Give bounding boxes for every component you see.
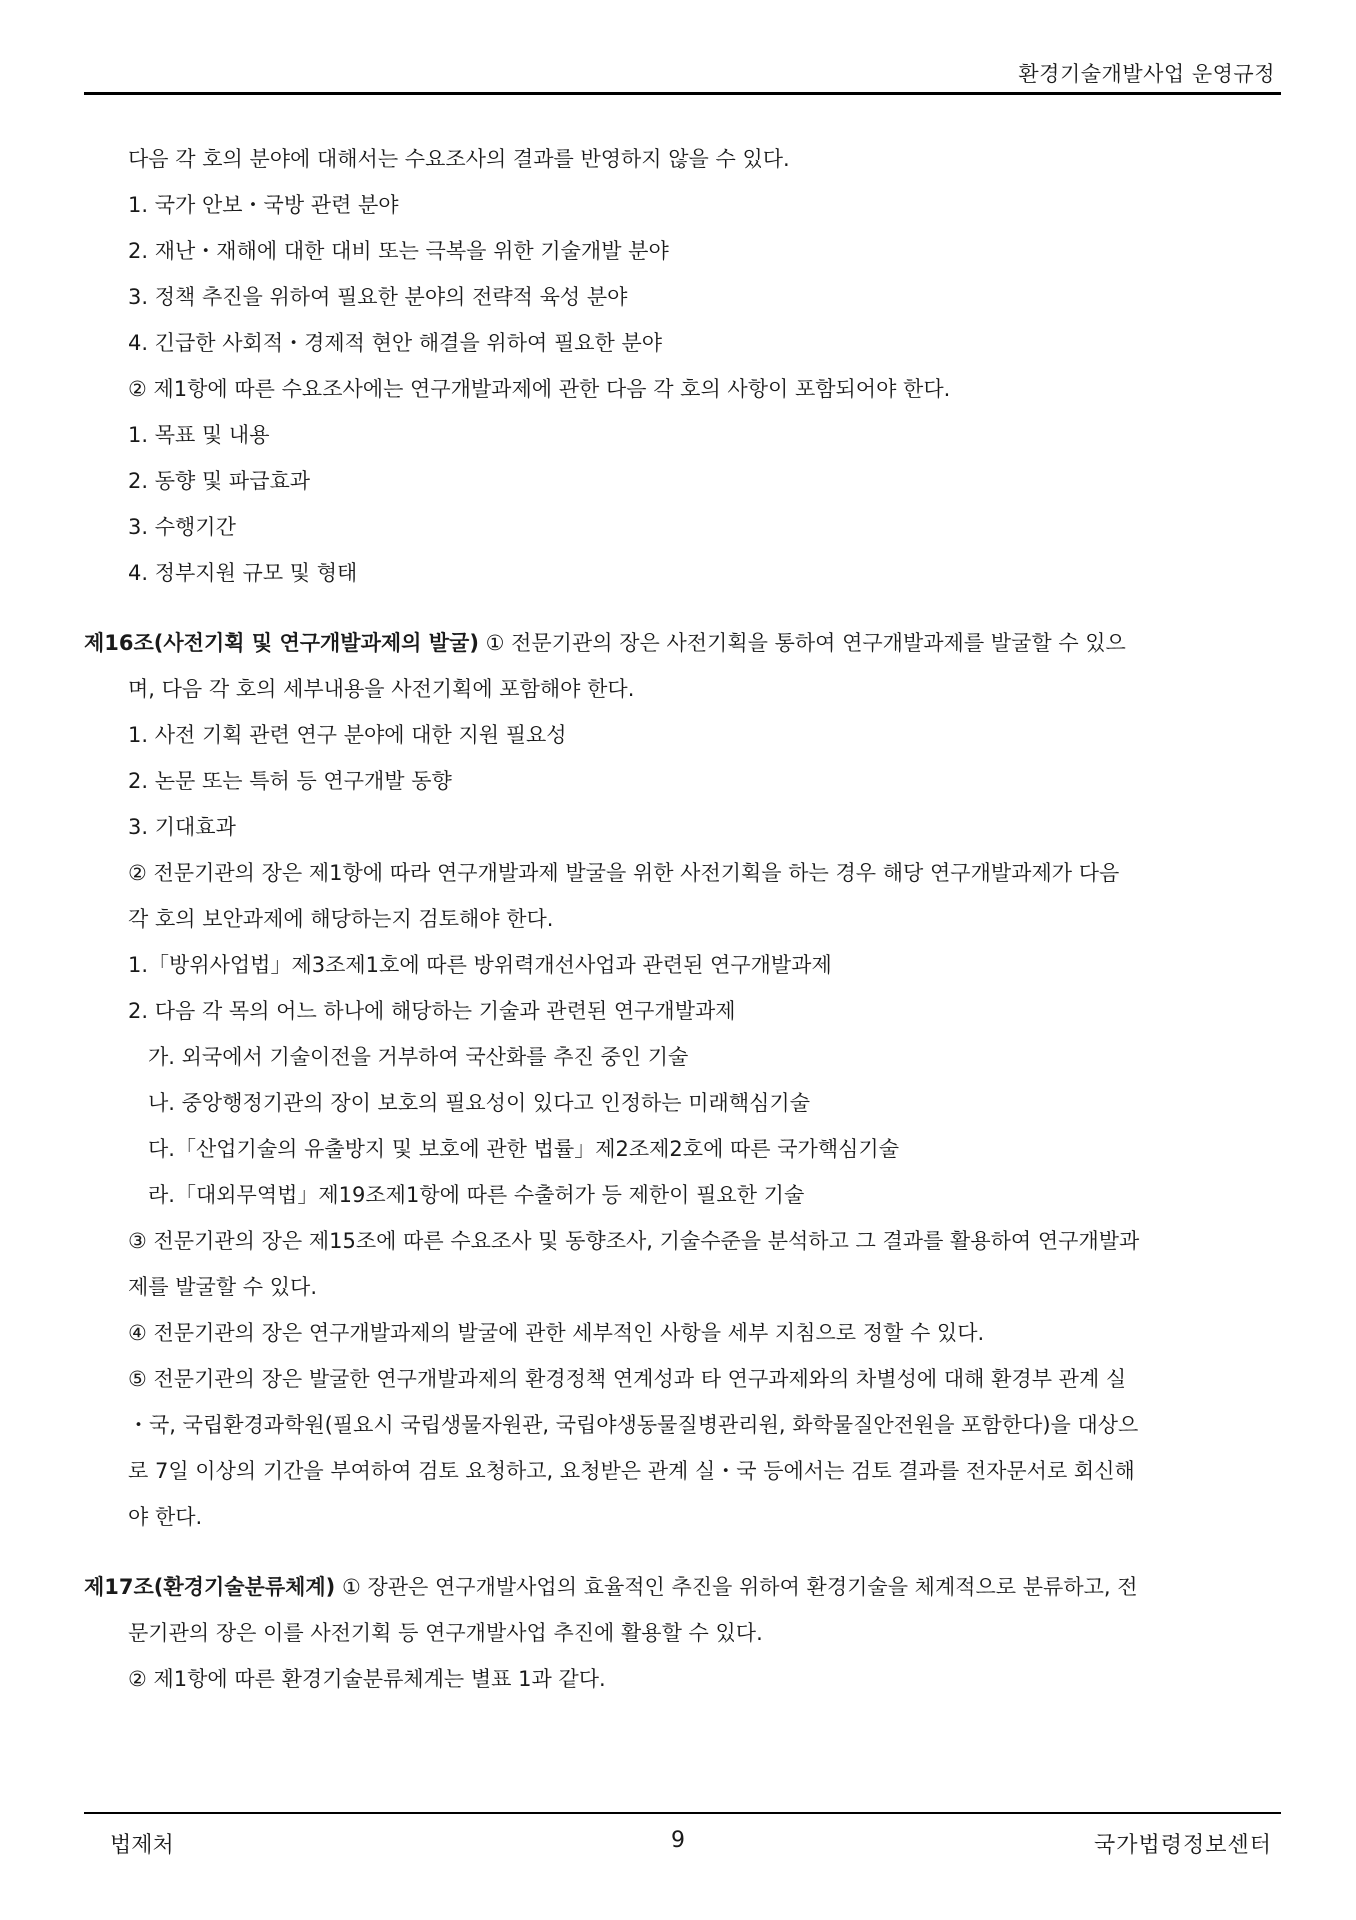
paragraph: 며, 다음 각 호의 세부내용을 사전기획에 포함해야 한다. — [128, 677, 635, 701]
list-item: 4. 정부지원 규모 및 형태 — [128, 561, 358, 585]
list-item: 2. 다음 각 목의 어느 하나에 해당하는 기술과 관련된 연구개발과제 — [128, 999, 736, 1023]
footer-source: 법제처 — [110, 1833, 174, 1858]
article-17-heading: 제17조(환경기술분류체계) — [84, 1575, 336, 1599]
footer-center-name: 국가법령정보센터 — [1093, 1833, 1272, 1858]
list-item: 1. 국가 안보・국방 관련 분야 — [128, 193, 399, 217]
list-item: 2. 재난・재해에 대한 대비 또는 극복을 위한 기술개발 분야 — [128, 239, 669, 263]
paragraph: ⑤ 전문기관의 장은 발굴한 연구개발과제의 환경정책 연계성과 타 연구과제와의 차별성에 대해 환경부 관계 실 — [128, 1367, 1127, 1391]
paragraph: 야 한다. — [128, 1505, 203, 1529]
sub-item: 나. 중앙행정기관의 장이 보호의 필요성이 있다고 인정하는 미래핵심기술 — [148, 1091, 810, 1115]
page-header — [84, 0, 1281, 95]
list-item: 2. 논문 또는 특허 등 연구개발 동향 — [128, 769, 452, 793]
article-17 — [84, 1564, 1281, 1610]
paragraph: ② 전문기관의 장은 제1항에 따라 연구개발과제 발굴을 위한 사전기획을 하는 경우 해당 연구개발과제가 다음 — [128, 861, 1120, 885]
footer-divider — [84, 1812, 1281, 1814]
list-item: 3. 수행기간 — [128, 515, 236, 539]
paragraph: 문기관의 장은 이를 사전기획 등 연구개발사업 추진에 활용할 수 있다. — [128, 1621, 763, 1645]
list-item: 3. 기대효과 — [128, 815, 236, 839]
sub-item: 가. 외국에서 기술이전을 거부하여 국산화를 추진 중인 기술 — [148, 1045, 689, 1069]
paragraph: 제를 발굴할 수 있다. — [128, 1275, 317, 1299]
list-item: 3. 정책 추진을 위하여 필요한 분야의 전략적 육성 분야 — [128, 285, 628, 309]
list-item: 1. 목표 및 내용 — [128, 423, 270, 447]
list-item: 2. 동향 및 파급효과 — [128, 469, 311, 493]
paragraph: 다음 각 호의 분야에 대해서는 수요조사의 결과를 반영하지 않을 수 있다. — [128, 147, 790, 171]
paragraph: ④ 전문기관의 장은 연구개발과제의 발굴에 관한 세부적인 사항을 세부 지침으로 정할 수 있다. — [128, 1321, 985, 1345]
paragraph: ② 제1항에 따른 수요조사에는 연구개발과제에 관한 다음 각 호의 사항이 포함되어야 한다. — [128, 377, 951, 401]
paragraph: 로 7일 이상의 기간을 부여하여 검토 요청하고, 요청받은 관계 실・국 등에서는 검토 결과를 전자문서로 회신해 — [128, 1459, 1135, 1483]
paragraph: ・국, 국립환경과학원(필요시 국립생물자원관, 국립야생동물질병관리원, 화학물질안전원을 포함한다)을 대상으 — [128, 1413, 1139, 1437]
article-16 — [84, 620, 1281, 666]
list-item: 4. 긴급한 사회적・경제적 현안 해결을 위하여 필요한 분야 — [128, 331, 663, 355]
paragraph: 각 호의 보안과제에 해당하는지 검토해야 한다. — [128, 907, 554, 931]
sub-item: 다.「산업기술의 유출방지 및 보호에 관한 법률」제2조제2호에 따른 국가핵심기술 — [148, 1137, 899, 1161]
document-body — [84, 136, 1281, 1702]
article-16-heading: 제16조(사전기획 및 연구개발과제의 발굴) — [84, 631, 479, 655]
document-title: 환경기술개발사업 운영규정 — [1018, 62, 1275, 86]
article-16-text: ① 전문기관의 장은 사전기획을 통하여 연구개발과제를 발굴할 수 있으 — [478, 631, 1126, 655]
paragraph: ③ 전문기관의 장은 제15조에 따른 수요조사 및 동향조사, 기술수준을 분석하고 그 결과를 활용하여 연구개발과 — [128, 1229, 1140, 1253]
sub-item: 라.「대외무역법」제19조제1항에 따른 수출허가 등 제한이 필요한 기술 — [148, 1183, 805, 1207]
list-item: 1. 사전 기획 관련 연구 분야에 대한 지원 필요성 — [128, 723, 567, 747]
paragraph: ② 제1항에 따른 환경기술분류체계는 별표 1과 같다. — [128, 1667, 606, 1691]
list-item: 1.「방위사업법」제3조제1호에 따른 방위력개선사업과 관련된 연구개발과제 — [128, 953, 832, 977]
page-number: 9 — [671, 1828, 685, 1853]
article-17-text: ① 장관은 연구개발사업의 효율적인 추진을 위하여 환경기술을 체계적으로 분류하고, 전 — [335, 1575, 1138, 1599]
